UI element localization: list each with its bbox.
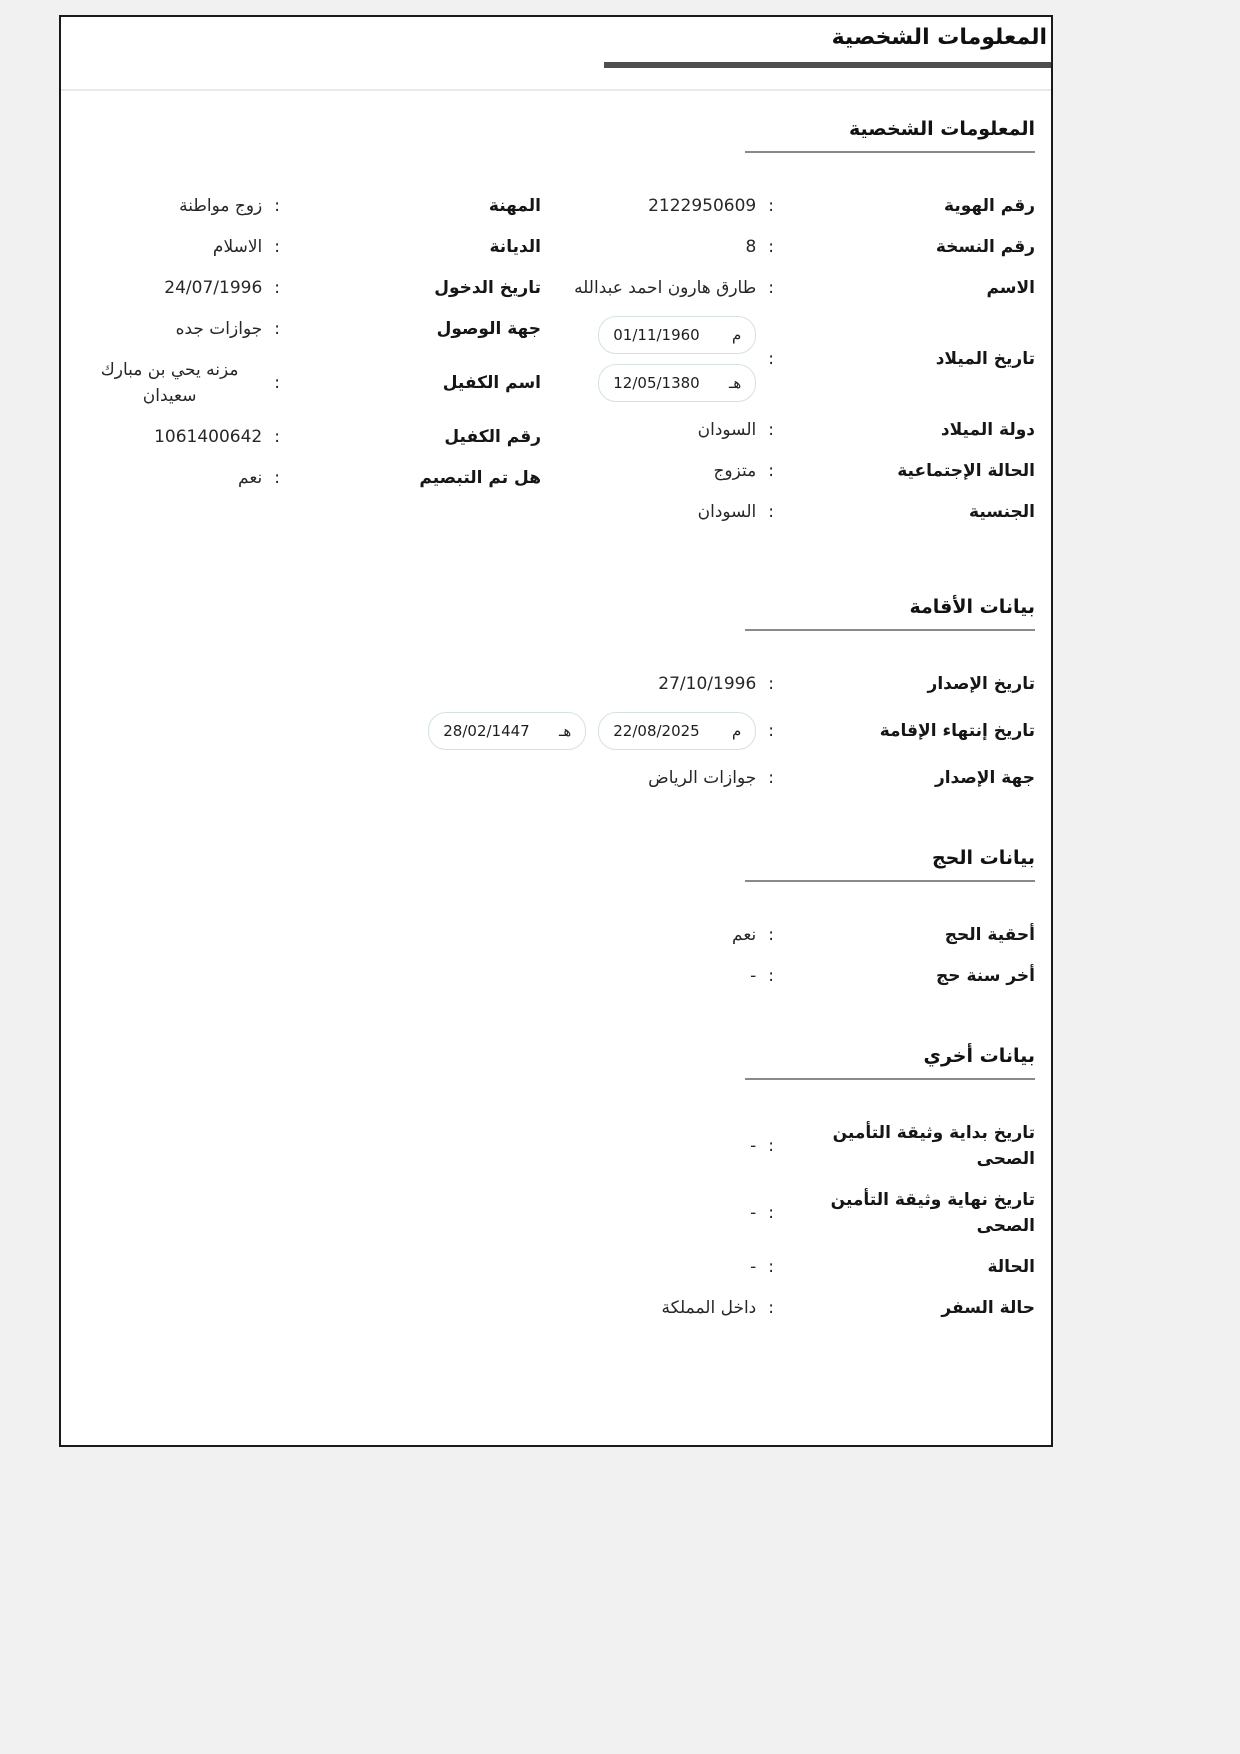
field-value: - [750, 1136, 757, 1156]
section-residence [77, 595, 1035, 791]
personal-fields-right-column [571, 193, 1035, 540]
page-title: المعلومات الشخصية [831, 25, 1047, 50]
field-row [571, 275, 1035, 301]
era-letter: م [731, 326, 742, 344]
section-other [77, 1044, 1035, 1321]
field-row [571, 458, 1035, 484]
field-colon: : [768, 721, 774, 741]
field-value: 2122950609 [648, 196, 757, 216]
field-colon: : [768, 420, 774, 440]
field-value: نعم [732, 925, 757, 945]
field-value: الاسلام [212, 237, 263, 257]
field-label: الحالة [987, 1257, 1035, 1277]
field-value: - [750, 966, 757, 986]
field-colon: : [768, 1203, 774, 1223]
field-value: 1061400642 [154, 427, 263, 447]
field-row [77, 1295, 1035, 1321]
header-rule [604, 62, 1051, 68]
field-row [77, 275, 541, 301]
field-label: جهة الإصدار [934, 768, 1035, 788]
hajj-fields [77, 882, 1035, 989]
field-row [77, 424, 541, 450]
field-label: رقم الهوية [944, 196, 1035, 216]
field-value: طارق هارون احمد عبدالله [574, 278, 757, 298]
field-value: جوازات جده [175, 319, 263, 339]
field-label: تاريخ إنتهاء الإقامة [879, 721, 1035, 741]
field-label: رقم النسخة [935, 237, 1035, 257]
field-row [77, 193, 541, 219]
field-colon: : [768, 349, 774, 369]
field-label: رقم الكفيل [444, 427, 541, 447]
field-value: جوازات الرياض [648, 768, 757, 788]
field-value: 8 [745, 237, 757, 257]
field-colon: : [768, 237, 774, 257]
field-label: تاريخ بداية وثيقة التأمين الصحى [832, 1123, 1035, 1169]
field-colon: : [768, 1257, 774, 1277]
field-value: السودان [697, 420, 757, 440]
field-row [571, 234, 1035, 260]
field-value: داخل المملكة [661, 1298, 757, 1318]
section-personal-info [77, 117, 1035, 540]
field-label: اسم الكفيل [442, 373, 541, 393]
pill-date: 01/11/1960 [613, 326, 700, 344]
hijri-date-pill [598, 364, 756, 402]
field-label: أحقية الحج [944, 925, 1035, 945]
section-hajj [77, 846, 1035, 989]
field-row [77, 922, 1035, 948]
section-title-hajj: بيانات الحج [931, 847, 1035, 869]
field-colon: : [274, 319, 280, 339]
other-fields [77, 1080, 1035, 1321]
era-letter: هـ [558, 722, 572, 740]
personal-fields [77, 153, 1035, 540]
gregorian-date-pill [598, 316, 756, 354]
field-label: المهنة [488, 196, 541, 216]
field-colon: : [768, 196, 774, 216]
field-colon: : [274, 196, 280, 216]
field-label: الجنسية [969, 502, 1035, 522]
field-row [77, 1254, 1035, 1280]
field-label: جهة الوصول [436, 319, 541, 339]
field-label: تاريخ الإصدار [927, 674, 1035, 694]
field-colon: : [274, 373, 280, 393]
field-colon: : [768, 1298, 774, 1318]
field-row [77, 465, 541, 491]
era-letter: م [731, 722, 742, 740]
field-row [77, 671, 1035, 697]
field-row [77, 357, 541, 409]
field-label: أخر سنة حج [936, 966, 1035, 986]
field-label: الحالة الإجتماعية [897, 461, 1035, 481]
field-value: زوج مواطنة [179, 196, 263, 216]
field-row [77, 316, 541, 342]
field-row [77, 234, 541, 260]
field-colon: : [768, 278, 774, 298]
field-colon: : [768, 966, 774, 986]
pill-date: 12/05/1380 [613, 374, 700, 392]
field-value: مزنه يحي بن مبارك سعيدان [100, 360, 239, 406]
field-colon: : [274, 278, 280, 298]
field-label: هل تم التبصيم [419, 468, 541, 488]
field-colon: : [768, 674, 774, 694]
field-colon: : [768, 502, 774, 522]
field-value: - [750, 1203, 757, 1223]
field-value: - [750, 1257, 757, 1277]
field-row [571, 316, 1035, 402]
field-colon: : [768, 925, 774, 945]
field-row [77, 1120, 1035, 1172]
report-content [61, 91, 1051, 1321]
field-value [428, 712, 756, 750]
field-label: حالة السفر [941, 1298, 1035, 1318]
field-colon: : [768, 1136, 774, 1156]
pill-date: 28/02/1447 [443, 722, 530, 740]
field-row [571, 499, 1035, 525]
field-colon: : [274, 468, 280, 488]
field-value: السودان [697, 502, 757, 522]
field-colon: : [274, 427, 280, 447]
pill-date: 22/08/2025 [613, 722, 700, 740]
field-colon: : [768, 768, 774, 788]
residence-fields [77, 631, 1035, 791]
field-value: 24/07/1996 [164, 278, 263, 298]
field-row [77, 765, 1035, 791]
field-row [571, 417, 1035, 443]
field-value: نعم [238, 468, 263, 488]
field-value: متزوج [713, 461, 757, 481]
hijri-date-pill [428, 712, 586, 750]
gregorian-date-pill [598, 712, 756, 750]
report-header [61, 17, 1051, 68]
field-label: دولة الميلاد [940, 420, 1035, 440]
field-label: تاريخ الميلاد [935, 349, 1035, 369]
report-card [59, 15, 1053, 1447]
field-row [571, 193, 1035, 219]
field-label: الديانة [489, 237, 541, 257]
section-title-other: بيانات أخري [923, 1045, 1035, 1067]
field-colon: : [274, 237, 280, 257]
personal-fields-left-column [77, 193, 541, 540]
field-label: تاريخ نهاية وثيقة التأمين الصحى [830, 1190, 1035, 1236]
field-value [598, 316, 756, 402]
field-row [77, 963, 1035, 989]
field-label: تاريخ الدخول [434, 278, 541, 298]
field-row [77, 712, 1035, 750]
field-row [77, 1187, 1035, 1239]
field-value: 27/10/1996 [658, 674, 757, 694]
field-label: الاسم [986, 278, 1035, 298]
era-letter: هـ [728, 374, 742, 392]
section-title-residence: بيانات الأقامة [909, 596, 1035, 618]
field-colon: : [768, 461, 774, 481]
section-title-personal: المعلومات الشخصية [848, 118, 1035, 140]
